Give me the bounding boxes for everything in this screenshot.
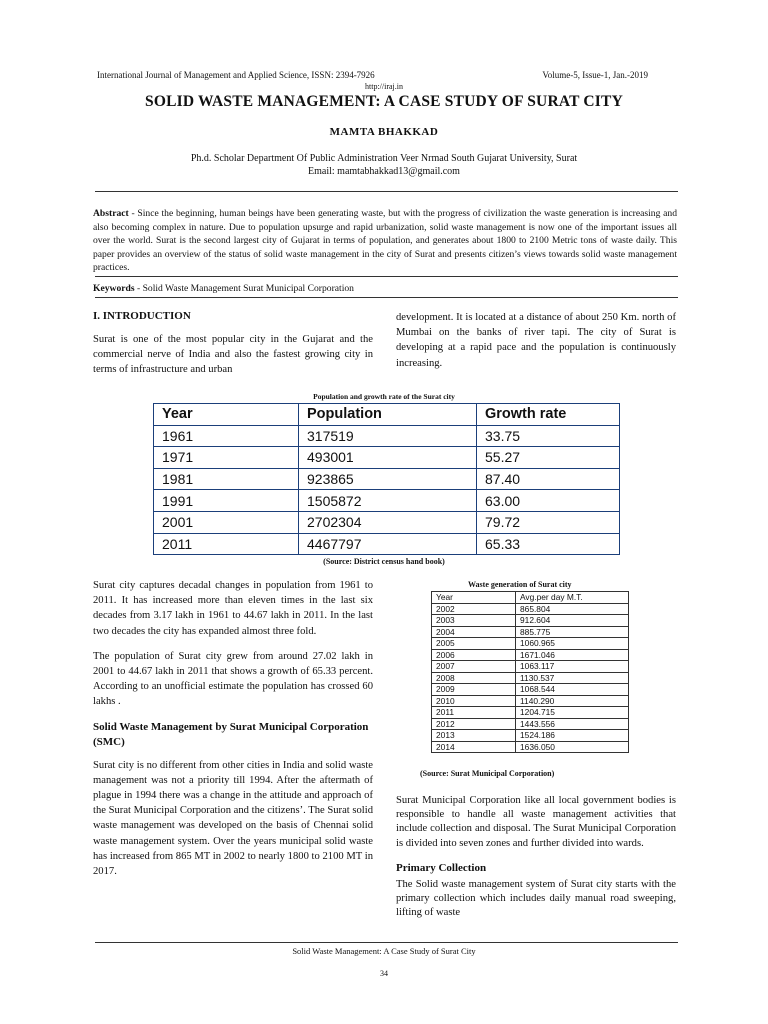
- paragraph-population-growth: The population of Surat city grew from around 27.02 lakh in 2001 to 44.67 lakh in 2011 that shows a growth of 65.33 percent. According to an unofficial estimate the population has crossed 60 lakhs .: [93, 650, 373, 708]
- table-cell: 2005: [432, 638, 516, 650]
- table-row: [154, 425, 620, 447]
- author-affiliation: [0, 152, 768, 178]
- table-header-row: [432, 592, 629, 604]
- journal-header: International Journal of Management and Applied Science, ISSN: 2394-7926: [97, 70, 375, 80]
- intro-paragraph-left: Surat is one of the most popular city in the Gujarat and the commercial nerve of India and also the fastest growing city in terms of infrastructure and urban: [93, 334, 373, 376]
- table-row: [432, 603, 629, 615]
- table-cell: 912.604: [516, 615, 629, 627]
- table-cell: 2001: [154, 511, 299, 533]
- table-cell: 79.72: [477, 511, 620, 533]
- table-cell: 1961: [154, 425, 299, 447]
- table-row: [432, 730, 629, 742]
- intro-heading: I. INTRODUCTION: [93, 310, 191, 322]
- intro-left-column: [93, 309, 373, 388]
- table-header-row: [154, 404, 620, 426]
- table-cell: 2004: [432, 626, 516, 638]
- table-row: [432, 695, 629, 707]
- primary-collection-heading: Primary Collection: [396, 861, 487, 874]
- paragraph-smc-responsibility: Surat Municipal Corporation like all local government bodies is responsible to handle all waste management activities that include collection and disposal. The Surat Municipal Corporation is divided into seven zones and further divided into wards.: [396, 795, 676, 849]
- table-cell: 1971: [154, 447, 299, 469]
- table-cell: 1140.290: [516, 695, 629, 707]
- table-cell: 1991: [154, 490, 299, 512]
- table-cell: 55.27: [477, 447, 620, 469]
- table-cell: 2006: [432, 649, 516, 661]
- author-name: MAMTA BHAKKAD: [329, 126, 439, 138]
- table-header-cell: Avg.per day M.T.: [516, 592, 629, 604]
- volume-header: Volume-5, Issue-1, Jan.-2019: [542, 70, 648, 80]
- affiliation-text: Ph.d. Scholar Department Of Public Administration Veer Nrmad South Gujarat University, Surat: [190, 153, 578, 164]
- table-cell: 2011: [432, 707, 516, 719]
- table-row: [154, 468, 620, 490]
- table-row: [432, 718, 629, 730]
- left-column: [93, 578, 373, 889]
- table-row: [432, 684, 629, 696]
- abstract-label: Abstract: [93, 208, 129, 219]
- table-row: [154, 511, 620, 533]
- table-cell: 65.33: [477, 533, 620, 555]
- table-cell: 1130.537: [516, 672, 629, 684]
- table-row: [432, 741, 629, 753]
- table-row: [432, 672, 629, 684]
- table-cell: 1443.556: [516, 718, 629, 730]
- table2-source: (Source: Surat Municipal Corporation): [420, 769, 555, 778]
- table-header-cell: Year: [432, 592, 516, 604]
- table-cell: 1063.117: [516, 661, 629, 673]
- table-cell: 33.75: [477, 425, 620, 447]
- table-cell: 63.00: [477, 490, 620, 512]
- table-cell: 865.804: [516, 603, 629, 615]
- table-cell: 2007: [432, 661, 516, 673]
- table-cell: 2003: [432, 615, 516, 627]
- author-email[interactable]: Email: mamtabhakkad13@gmail.com: [308, 166, 460, 177]
- table-cell: 1505872: [299, 490, 477, 512]
- table-cell: 2011: [154, 533, 299, 555]
- table-cell: 1204.715: [516, 707, 629, 719]
- footer-title: Solid Waste Management: A Case Study of Surat City: [292, 946, 476, 956]
- page-number: 34: [380, 969, 388, 978]
- table1-source: (Source: District census hand book): [323, 557, 445, 566]
- table-row: [432, 638, 629, 650]
- footer-divider: [95, 942, 678, 943]
- table-cell: 885.775: [516, 626, 629, 638]
- table-row: [154, 490, 620, 512]
- population-table: [153, 403, 620, 555]
- waste-generation-table: [431, 591, 629, 753]
- table-cell: 1671.046: [516, 649, 629, 661]
- table-row: [432, 661, 629, 673]
- table-cell: 4467797: [299, 533, 477, 555]
- table-cell: 2013: [432, 730, 516, 742]
- smc-heading: Solid Waste Management by Surat Municipal Corporation (SMC): [93, 720, 369, 748]
- abstract: [93, 207, 677, 275]
- table-cell: 2012: [432, 718, 516, 730]
- keywords: [93, 283, 677, 294]
- paragraph-primary-collection: The Solid waste management system of Surat city starts with the primary collection which includes daily manual road sweeping, lifting of waste: [396, 878, 676, 919]
- keywords-divider: [95, 297, 678, 298]
- table-cell: 87.40: [477, 468, 620, 490]
- paragraph-smc: Surat city is no different from other cities in India and solid waste management was not a priority till 1994. After the aftermath of plague in 1994 there was a change in the attitude and approach of the Surat Municipal Corporation and the citizens’. The Surat solid waste management was developed on the basis of Chennai solid waste management system. Over the years municipal solid waste has increased from 865 MT in 2002 to nearly 1800 to 2100 MT in 2017.: [93, 759, 373, 878]
- table-row: [154, 533, 620, 555]
- table-cell: 923865: [299, 468, 477, 490]
- table-cell: 493001: [299, 447, 477, 469]
- table-cell: 1524.186: [516, 730, 629, 742]
- right-column: [396, 794, 676, 930]
- table-header-cell: Growth rate: [477, 404, 620, 426]
- journal-url[interactable]: http://iraj.in: [365, 82, 403, 91]
- table-cell: 1068.544: [516, 684, 629, 696]
- table2-caption: Waste generation of Surat city: [468, 580, 572, 589]
- top-divider: [95, 191, 678, 192]
- table-cell: 2014: [432, 741, 516, 753]
- table-row: [432, 615, 629, 627]
- abstract-text: - Since the beginning, human beings have been generating waste, but with the progress of civilization the waste generation is increasing and also becoming complex in nature. Due to population upsurge and rapid urbanization, solid waste management is now one of the important issues all over the world. Surat is the second largest city of Gujarat in terms of population, and generates about 1800 to 2100 Metric tons of waste daily. This paper provides an overview of the status of solid waste management in the city of Surat and presents citizen’s views towards solid waste management practices.: [93, 208, 677, 273]
- abstract-divider: [95, 276, 678, 277]
- intro-right-column: [396, 310, 676, 381]
- table-cell: 1981: [154, 468, 299, 490]
- table-cell: 2002: [432, 603, 516, 615]
- table-row: [432, 649, 629, 661]
- table-row: [154, 447, 620, 469]
- keywords-label: Keywords: [93, 283, 135, 294]
- paragraph-population-changes: Surat city captures decadal changes in population from 1961 to 2011. It has increased more than eleven times in the last six decades from 3.17 lakh in 1961 to 44.67 lakh in 2011. In the last two decades the city has expanded almost three fold.: [93, 580, 373, 637]
- table-cell: 2008: [432, 672, 516, 684]
- table-row: [432, 626, 629, 638]
- intro-paragraph-right: development. It is located at a distance of about 250 Km. north of Mumbai on the banks of river tapi. The city of Surat is developing at a rapid pace and the population is continuously increasing.: [396, 312, 676, 369]
- table-cell: 1060.965: [516, 638, 629, 650]
- keywords-text: - Solid Waste Management Surat Municipal Corporation: [134, 283, 354, 294]
- table-cell: 2010: [432, 695, 516, 707]
- paper-title: SOLID WASTE MANAGEMENT: A CASE STUDY OF SURAT CITY: [145, 93, 623, 110]
- table-cell: 317519: [299, 425, 477, 447]
- table-cell: 1636.050: [516, 741, 629, 753]
- table-cell: 2702304: [299, 511, 477, 533]
- table1-caption: Population and growth rate of the Surat city: [313, 392, 455, 401]
- table-header-cell: Year: [154, 404, 299, 426]
- table-row: [432, 707, 629, 719]
- table-header-cell: Population: [299, 404, 477, 426]
- table-cell: 2009: [432, 684, 516, 696]
